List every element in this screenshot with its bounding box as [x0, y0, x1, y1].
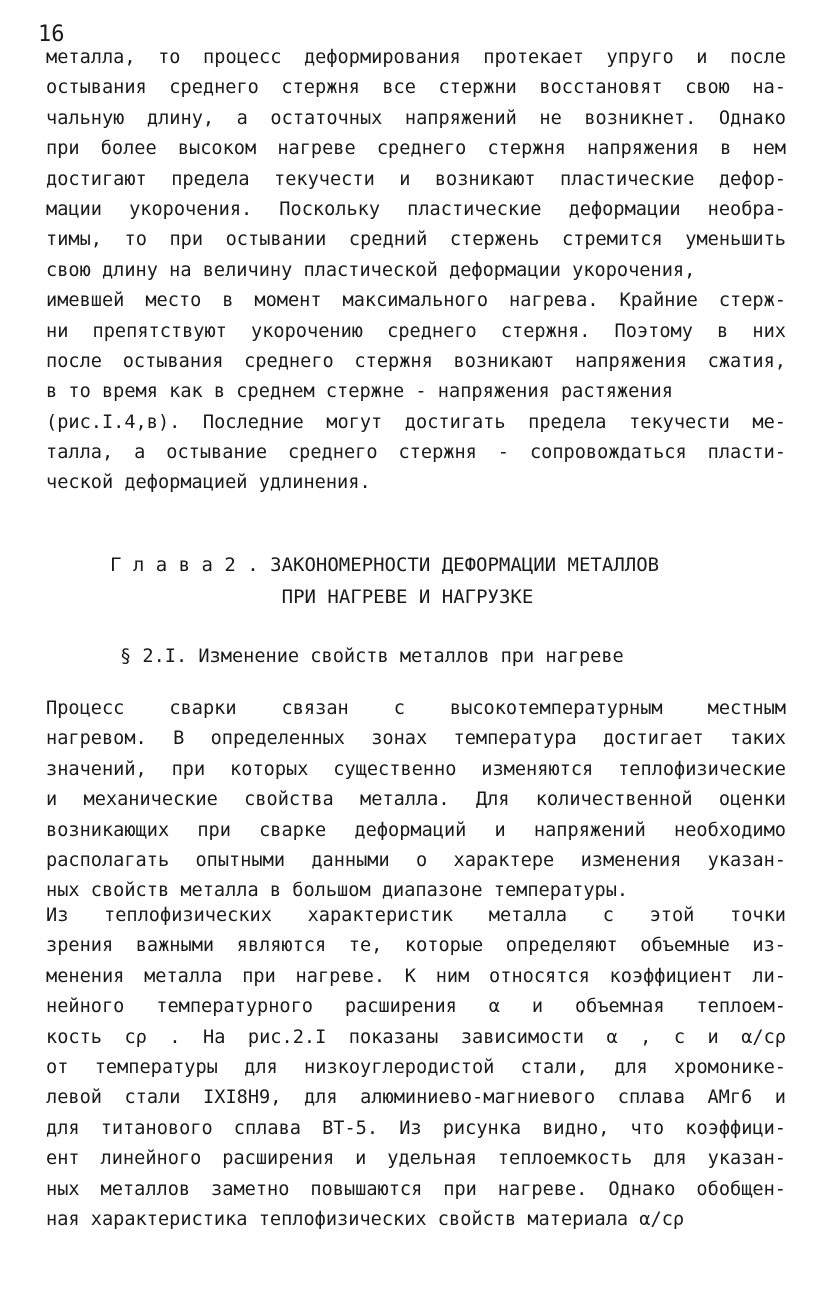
text-line: Процесс сварки связан с высокотемпературным местным — [46, 698, 786, 719]
text-line: ных свойств металла в большом диапазоне температуры. — [46, 880, 629, 902]
text-line: значений, при которых существенно изменяются теплофизические — [46, 758, 786, 780]
text-line: левой стали IXI8Н9, для алюминиево-магниевого сплава АМг6 и — [46, 1087, 786, 1109]
text-line: нейного температурного расширения α и объемная теплоем- — [46, 996, 786, 1018]
paragraph-1 — [46, 43, 786, 499]
chapter-title-line-2: ПРИ НАГРЕВЕ И НАГРУЗКЕ — [281, 586, 534, 608]
text-line: кость cρ . На рис.2.I показаны зависимости α , c и α/cρ — [46, 1026, 786, 1048]
text-line: ческой деформацией удлинения. — [46, 472, 371, 494]
text-line: от температуры для низкоуглеродистой стали, для хромонике- — [46, 1056, 786, 1078]
text-line: для титанового сплава ВТ-5. Из рисунка видно, что коэффици- — [46, 1117, 786, 1139]
text-line: ент линейного расширения и удельная теплоемкость для указан- — [46, 1148, 786, 1170]
text-line: ных металлов заметно повышаются при нагреве. Однако обобщен- — [46, 1178, 786, 1200]
text-line: талла, а остывание среднего стержня - сопровождаться пласти- — [46, 442, 786, 464]
text-line: ни препятствуют укорочению среднего стержня. Поэтому в них — [46, 320, 786, 342]
text-line: мации укорочения. Поскольку пластические деформации необра- — [46, 198, 786, 220]
text-line: зрения важными являются те, которые определяют объемные из- — [46, 935, 786, 957]
chapter-title-line-1: Г л а в а 2 . ЗАКОНОМЕРНОСТИ ДЕФОРМАЦИИ МЕТАЛЛОВ — [110, 554, 660, 576]
text-line: при более высоком нагреве среднего стержня напряжения в нем — [46, 138, 786, 160]
text-line: располагать опытными данными о характере изменения указан- — [46, 849, 786, 871]
page-number: 16 — [38, 22, 65, 47]
text-line: ная характеристика теплофизических свойств материала α/cρ — [46, 1208, 685, 1230]
text-line: (рис.I.4,в). Последние могут достигать предела текучести ме- — [46, 411, 786, 433]
text-line: остывания среднего стержня все стержни восстановят свою на- — [46, 77, 786, 99]
text-line: достигают предела текучести и возникают пластические дефор- — [46, 168, 786, 190]
text-line: нагревом. В определенных зонах температура достигает таких — [46, 728, 786, 750]
text-line: возникающих при сварке деформаций и напряжений необходимо — [46, 819, 786, 841]
text-line: свою длину на величину пластической деформации укорочения, — [46, 259, 696, 281]
text-line: чальную длину, а остаточных напряжений не возникнет. Однако — [46, 107, 786, 129]
paragraph-2 — [46, 694, 786, 907]
section-heading: § 2.I. Изменение свойств металлов при нагреве — [120, 646, 624, 667]
text-line: и механические свойства металла. Для количественной оценки — [46, 789, 786, 811]
text-line: в то время как в среднем стержне - напряжения растяжения — [46, 381, 673, 403]
text-line: после остывания среднего стержня возникают напряжения сжатия, — [46, 350, 786, 372]
text-line: имевшей место в момент максимального нагрева. Крайние стерж- — [46, 290, 786, 312]
text-line: металла, то процесс деформирования протекает упруго и после — [46, 47, 786, 68]
text-line: Из теплофизических характеристик металла с этой точки — [46, 905, 786, 926]
text-line: менения металла при нагреве. К ним относятся коэффициент ли- — [46, 965, 786, 987]
paragraph-3 — [46, 901, 786, 1235]
text-line: тимы, то при остывании средний стержень стремится уменьшить — [46, 229, 786, 251]
